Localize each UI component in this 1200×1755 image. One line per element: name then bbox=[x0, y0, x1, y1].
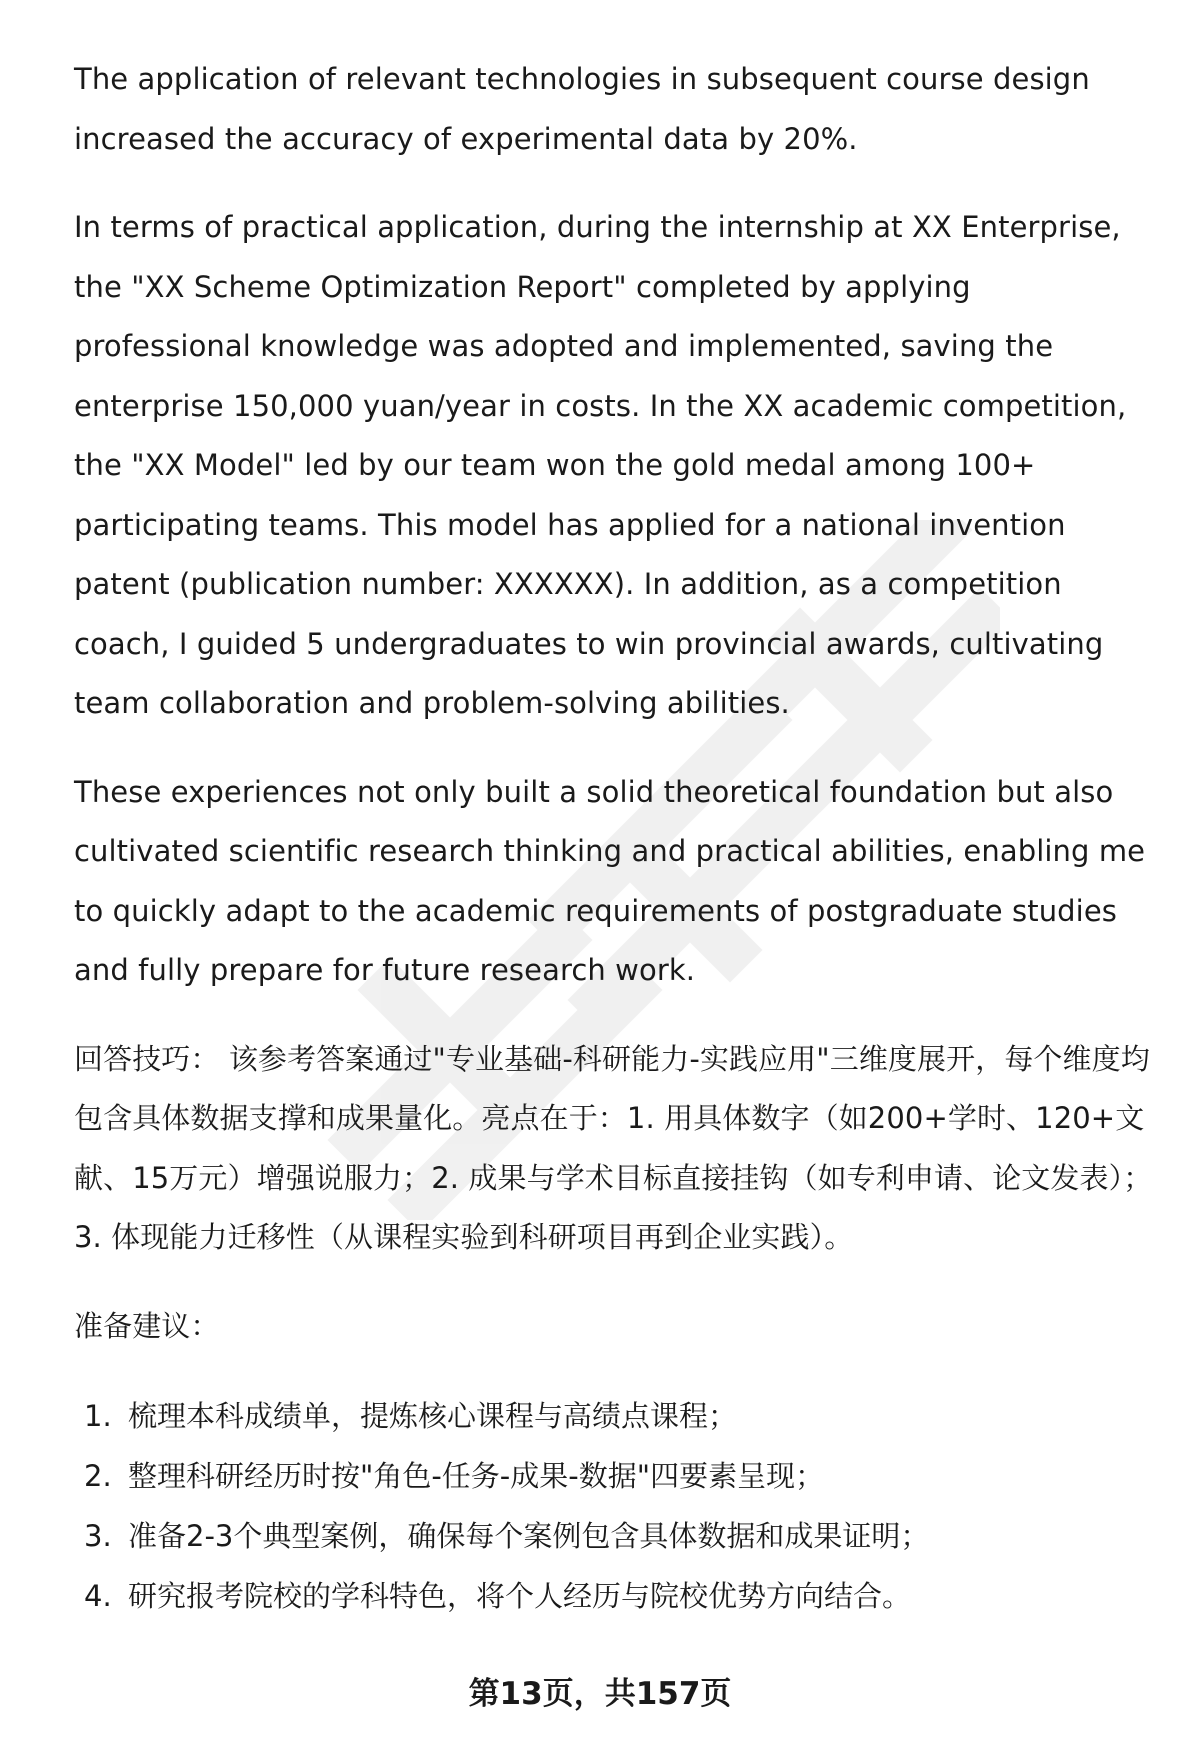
list-item bbox=[74, 1446, 1154, 1506]
list-item-number: 2. bbox=[84, 1459, 112, 1493]
list-item-number: 1. bbox=[84, 1399, 112, 1433]
answer-tips: 回答技巧： 该参考答案通过"专业基础-科研能力-实践应用"三维度展开，每个维度均包含具体数据支撑和成果量化。亮点在于：1. 用具体数字（如200+学时、120+文献、15万元）增强说服力；2. 成果与学术目标直接挂钩（如专利申请、论文发表）；3. 体现能力迁移性（从课程实验到科研项目再到企业实践）。 bbox=[74, 1041, 1153, 1254]
paragraph-conclusion: These experiences not only built a solid theoretical foundation but also cultivated scientific research thinking and practical abilities, enabling me to quickly adapt to the academic requirements of postgraduate studies and fully prepare for future research work. bbox=[74, 774, 1146, 987]
page-number-footer: 第13页，共157页 bbox=[468, 1676, 732, 1712]
preparation-title: 准备建议： bbox=[74, 1308, 220, 1343]
list-item-text: 研究报考院校的学科特色，将个人经历与院校优势方向结合。 bbox=[128, 1579, 912, 1613]
paragraph-course-design: The application of relevant technologies in subsequent course design increased the accuracy of experimental data by 20%. bbox=[74, 62, 1090, 156]
paragraph-practical-application: In terms of practical application, during the internship at XX Enterprise, the "XX Scheme Optimization Report" completed by applying professional knowledge was adopted and implemented, saving the enterprise 150,000 yuan/year in costs. In the XX academic competition, the "XX Model" led by our team won the gold medal among 100+ participating teams. This model has applied for a national invention patent (publication number: XXXXXX). In addition, as a competition coach, I guided 5 undergraduates to win provincial awards, cultivating team collaboration and problem-solving abilities. bbox=[74, 210, 1127, 720]
list-item bbox=[74, 1386, 1154, 1446]
list-item-text: 整理科研经历时按"角色-任务-成果-数据"四要素呈现； bbox=[128, 1459, 825, 1493]
list-item bbox=[74, 1506, 1154, 1566]
preparation-list bbox=[74, 1386, 1154, 1626]
list-item-text: 准备2-3个典型案例，确保每个案例包含具体数据和成果证明； bbox=[128, 1519, 930, 1553]
main-content bbox=[74, 50, 1154, 1626]
list-item-number: 4. bbox=[84, 1579, 112, 1613]
list-item-text: 梳理本科成绩单，提炼核心课程与高绩点课程； bbox=[128, 1399, 738, 1433]
list-item bbox=[74, 1566, 1154, 1626]
list-item-number: 3. bbox=[84, 1519, 112, 1553]
